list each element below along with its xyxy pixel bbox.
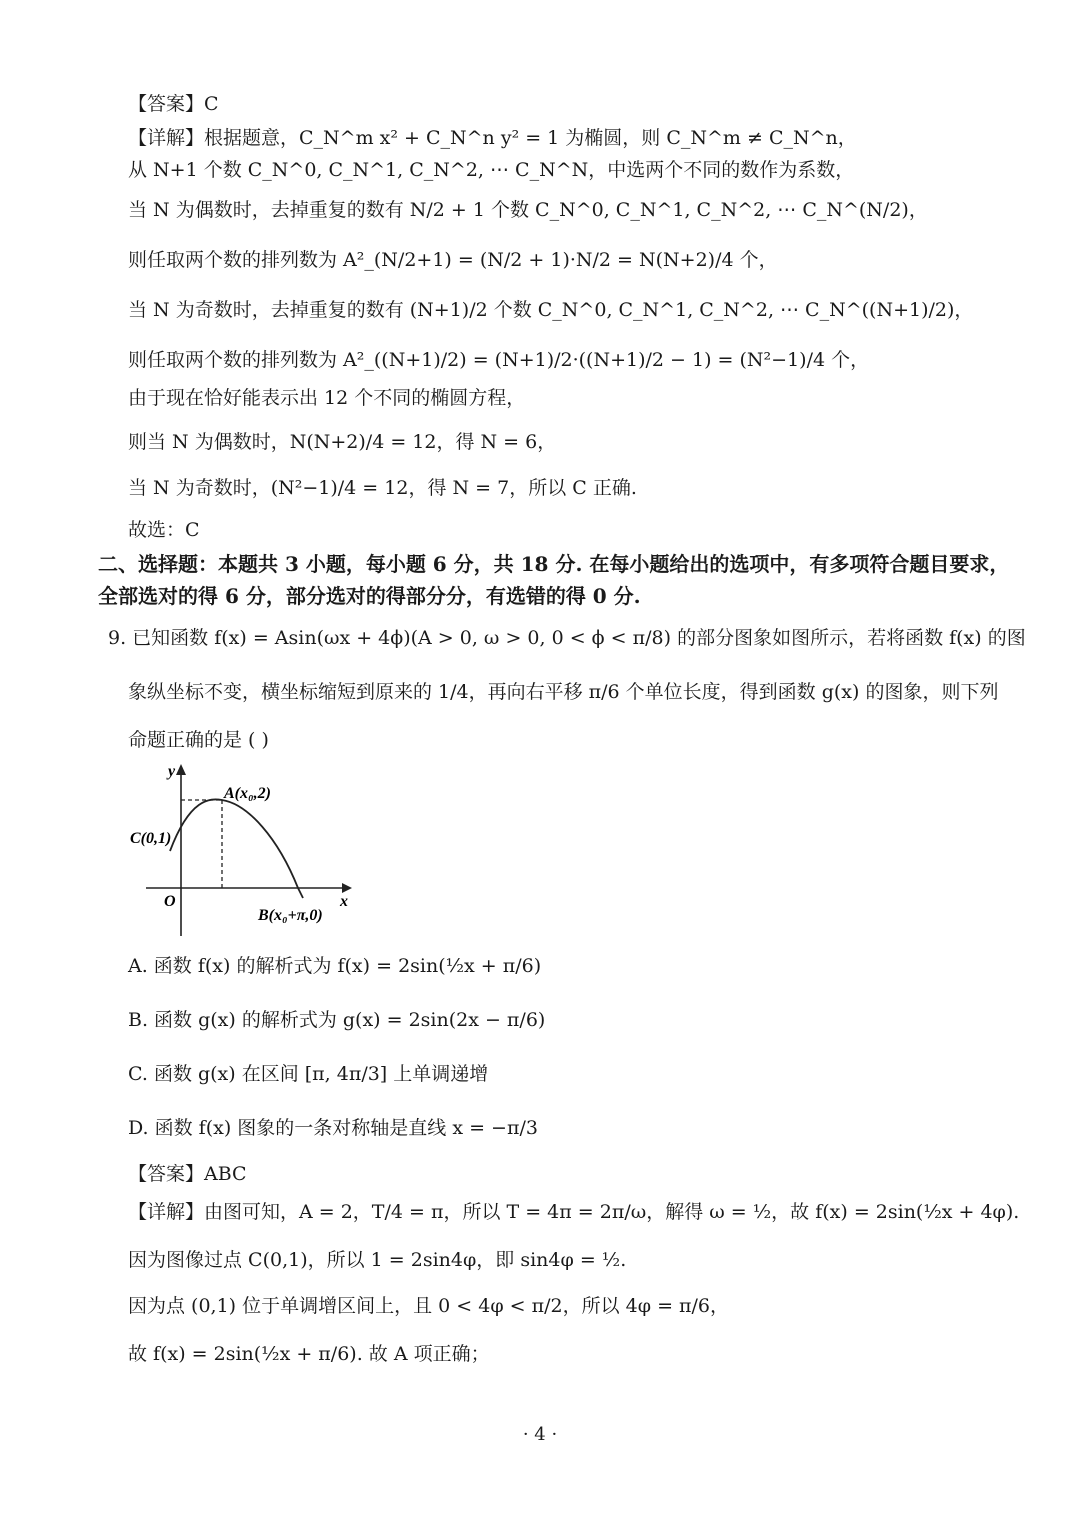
answer-line-1: 【答案】C xyxy=(128,93,219,115)
answer-line-2: 【答案】ABC xyxy=(128,1163,247,1185)
page-number: · 4 · xyxy=(522,1424,558,1445)
detail-line: 故选：C xyxy=(128,519,200,541)
point-a-label: A(x₀,2) xyxy=(224,785,271,802)
detail-line: 由于现在恰好能表示出 12 个不同的椭圆方程， xyxy=(128,387,526,409)
origin-label: O xyxy=(164,893,176,910)
y-axis-label: y xyxy=(168,763,176,780)
x-axis-arrow xyxy=(342,883,352,893)
option-b: B. 函数 g(x) 的解析式为 g(x) = 2sin(2x − π/6) xyxy=(128,1009,546,1031)
detail-line: 因为点 (0,1) 位于单调增区间上，且 0 < 4φ < π/2，所以 4φ = π/6， xyxy=(128,1295,730,1317)
section-heading-line-1: 二、选择题：本题共 3 小题，每小题 6 分，共 18 分. 在每小题给出的选项中，有多项符合题目要求， xyxy=(98,552,1010,576)
option-c: C. 函数 g(x) 在区间 [π, 4π/3] 上单调递增 xyxy=(128,1063,489,1085)
x-axis-label: x xyxy=(340,893,348,910)
section-heading-line-2: 全部选对的得 6 分，部分选对的得部分分，有选错的得 0 分. xyxy=(98,584,641,608)
question-9-line-3: 命题正确的是 ( ) xyxy=(128,729,269,751)
option-d: D. 函数 f(x) 图象的一条对称轴是直线 x = −π/3 xyxy=(128,1117,538,1139)
detail-line: 【详解】由图可知，A = 2，T/4 = π，所以 T = 4π = 2π/ω，解得 ω = ½，故 f(x) = 2sin(½x + 4φ). xyxy=(128,1201,1020,1223)
question-9-line-1: 9. 已知函数 f(x) = Asin(ωx + 4ϕ)(A > 0, ω > 0, 0 < ϕ < π/8) 的部分图象如图所示，若将函数 f(x) 的图 xyxy=(108,627,1026,649)
detail-line: 则当 N 为偶数时，N(N+2)/4 = 12，得 N = 6， xyxy=(128,431,557,453)
detail-line: 则任取两个数的排列数为 A²_(N/2+1) = (N/2 + 1)·N/2 = N(N+2)/4 个， xyxy=(128,249,778,271)
function-graph xyxy=(120,758,360,938)
detail-line: 当 N 为偶数时，去掉重复的数有 N/2 + 1 个数 C_N^0, C_N^1, C_N^2, ⋯ C_N^(N/2)， xyxy=(128,199,928,221)
detail-line: 当 N 为奇数时，(N²−1)/4 = 12，得 N = 7，所以 C 正确. xyxy=(128,477,637,499)
detail-line: 当 N 为奇数时，去掉重复的数有 (N+1)/2 个数 C_N^0, C_N^1, C_N^2, ⋯ C_N^((N+1)/2)， xyxy=(128,299,974,321)
detail-line: 从 N+1 个数 C_N^0, C_N^1, C_N^2, ⋯ C_N^N，中选两个不同的数作为系数， xyxy=(128,159,855,181)
detail-line: 故 f(x) = 2sin(½x + π/6). 故 A 项正确； xyxy=(128,1343,490,1365)
detail-line: 【详解】根据题意，C_N^m x² + C_N^n y² = 1 为椭圆，则 C_N^m ≠ C_N^n， xyxy=(128,127,857,149)
question-9-line-2: 象纵坐标不变，横坐标缩短到原来的 1/4，再向右平移 π/6 个单位长度，得到函数 g(x) 的图象，则下列 xyxy=(128,681,999,703)
detail-line: 因为图像过点 C(0,1)，所以 1 = 2sin4φ，即 sin4φ = ½. xyxy=(128,1249,627,1271)
detail-line: 则任取两个数的排列数为 A²_((N+1)/2) = (N+1)/2·((N+1)/2 − 1) = (N²−1)/4 个， xyxy=(128,349,870,371)
y-axis-arrow xyxy=(176,764,186,775)
point-c-label: C(0,1) xyxy=(130,830,172,847)
point-b-label: B(x₀+π,0) xyxy=(258,907,323,924)
option-a: A. 函数 f(x) 的解析式为 f(x) = 2sin(½x + π/6) xyxy=(128,955,542,977)
sine-curve xyxy=(170,799,303,898)
